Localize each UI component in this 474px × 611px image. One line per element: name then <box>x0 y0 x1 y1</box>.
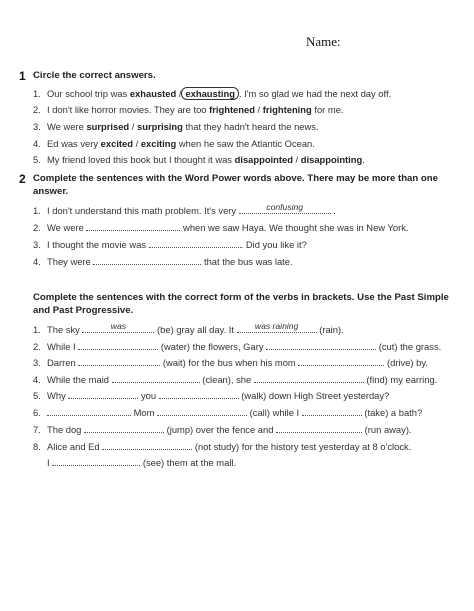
question-3-1: 1. The sky was (be) gray all day. It was raining (rain). <box>33 321 344 335</box>
item-number: 4. <box>33 374 41 385</box>
option[interactable]: disappointed <box>234 154 293 165</box>
answer-blank[interactable] <box>68 390 138 399</box>
item-number: 6. <box>33 407 41 418</box>
section-3-instruction: Complete the sentences with the correct form of the verbs in brackets. Use the Past Simple and Past Progressive. <box>33 292 449 316</box>
question-1-3: 3. We were surprised / surprising that they hadn't heard the news. <box>33 121 319 132</box>
answer-blank[interactable] <box>78 357 160 366</box>
answer-blank[interactable] <box>266 341 376 350</box>
answer-blank[interactable] <box>52 457 140 466</box>
question-3-3: 3. Darren (wait) for the bus when his mom (drive) by. <box>33 357 428 368</box>
section-2-number: 2 <box>19 172 26 186</box>
option[interactable]: frightening <box>262 104 312 115</box>
item-number: 7. <box>33 424 41 435</box>
item-number: 3. <box>33 357 41 368</box>
handwritten-answer: was raining <box>254 321 299 331</box>
answer-blank[interactable] <box>78 341 158 350</box>
answer-blank[interactable] <box>47 407 131 416</box>
answer-blank[interactable] <box>93 256 201 265</box>
section-1-number: 1 <box>19 69 26 83</box>
circled-option[interactable]: exhausting <box>181 87 239 100</box>
item-number: 1. <box>33 88 41 99</box>
question-2-2: 2. We were when we saw Haya. We thought she was in New York. <box>33 222 409 233</box>
option[interactable]: exhausted <box>129 88 177 99</box>
question-1-5: 5. My friend loved this book but I thought it was disappointed / disappointing. <box>33 154 365 165</box>
item-number: 3. <box>33 239 41 250</box>
option[interactable]: surprising <box>137 121 183 132</box>
answer-blank[interactable] <box>82 321 154 333</box>
item-number: 1. <box>33 324 41 335</box>
answer-blank[interactable] <box>254 374 364 383</box>
item-number: 1. <box>33 205 41 216</box>
item-number: 2. <box>33 222 41 233</box>
answer-blank[interactable] <box>86 222 180 231</box>
item-number: 5. <box>33 154 41 165</box>
question-3-7: 7. The dog (jump) over the fence and (run away). <box>33 424 412 435</box>
answer-blank[interactable] <box>102 441 192 450</box>
handwritten-answer: was <box>110 321 127 331</box>
question-1-2: 2. I don't like horror movies. They are too frightened / frightening for me. <box>33 104 344 115</box>
item-number: 4. <box>33 138 41 149</box>
question-1-1: 1. Our school trip was exhausted / exhausting . I'm so glad we had the next day off. <box>33 88 392 99</box>
item-number: 8. <box>33 441 41 452</box>
question-1-4: 4. Ed was very excited / exciting when he saw the Atlantic Ocean. <box>33 138 315 149</box>
handwritten-answer: confusing <box>266 202 304 212</box>
question-2-4: 4. They were that the bus was late. <box>33 256 293 267</box>
answer-blank[interactable] <box>112 374 200 383</box>
question-3-4: 4. While the maid (clean), she (find) my earring. <box>33 374 438 385</box>
question-3-2: 2. While I (water) the flowers, Gary (cut) the grass. <box>33 341 442 352</box>
answer-blank[interactable] <box>239 202 331 214</box>
answer-blank[interactable] <box>237 321 317 333</box>
answer-blank[interactable] <box>84 424 164 433</box>
question-3-5: 5. Why you (walk) down High Street yesterday? <box>33 390 390 401</box>
option[interactable]: surprised <box>86 121 130 132</box>
item-number: 5. <box>33 390 41 401</box>
section-2-instruction: Complete the sentences with the Word Power words above. There may be more than one answer. <box>33 173 438 197</box>
question-3-8-continued: I (see) them at the mall. <box>47 457 237 468</box>
question-2-3: 3. I thought the movie was . Did you like it? <box>33 239 307 250</box>
answer-blank[interactable] <box>157 407 247 416</box>
answer-blank[interactable] <box>302 407 362 416</box>
name-label: Name: <box>306 34 341 49</box>
option[interactable]: excited <box>100 138 133 149</box>
item-number: 3. <box>33 121 41 132</box>
answer-blank[interactable] <box>276 424 362 433</box>
item-number: 2. <box>33 104 41 115</box>
item-number: 2. <box>33 341 41 352</box>
question-3-6: 6. Mom (call) while I (take) a bath? <box>33 407 423 418</box>
question-2-1: 1. I don't understand this math problem. It's very confusing . <box>33 202 336 216</box>
option[interactable]: disappointing <box>300 154 363 165</box>
answer-blank[interactable] <box>149 239 241 248</box>
answer-blank[interactable] <box>298 357 384 366</box>
option[interactable]: exciting <box>140 138 177 149</box>
question-3-8: 8. Alice and Ed (not study) for the history test yesterday at 8 o'clock. <box>33 441 412 452</box>
item-number: 4. <box>33 256 41 267</box>
answer-blank[interactable] <box>159 390 239 399</box>
option[interactable]: frightened <box>209 104 255 115</box>
section-1-instruction: Circle the correct answers. <box>33 70 156 81</box>
